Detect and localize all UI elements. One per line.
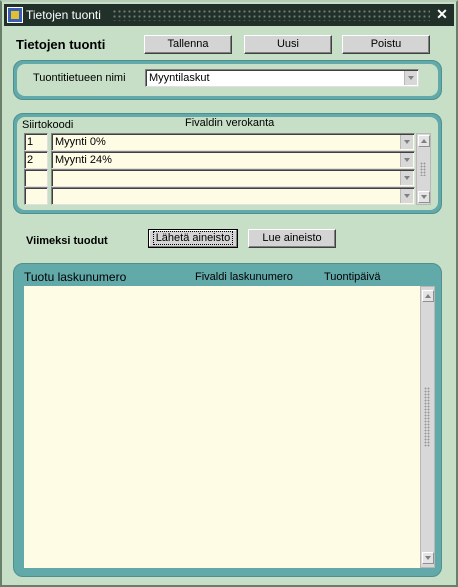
column-header-tax-rate: Fivaldin verokanta: [185, 117, 275, 129]
scroll-down-icon[interactable]: [422, 552, 434, 564]
import-source-label: Tuontitietueen nimi: [33, 72, 126, 84]
chevron-down-icon[interactable]: [400, 135, 413, 149]
send-data-label: Lähetä aineisto: [153, 231, 234, 245]
tax-rate-select[interactable]: [51, 169, 415, 187]
chevron-down-icon[interactable]: [400, 189, 413, 203]
tax-rate-select[interactable]: [51, 187, 415, 205]
import-source-value: Myyntilaskut: [149, 72, 210, 84]
scroll-grip-icon: [420, 162, 426, 176]
read-data-button[interactable]: Lue aineisto: [248, 229, 336, 248]
transfer-code-field[interactable]: 1: [24, 133, 48, 151]
recent-imports-label: Viimeksi tuodut: [26, 235, 108, 247]
new-button[interactable]: Uusi: [244, 35, 332, 54]
column-header-transfer-code: Siirtokoodi: [22, 119, 74, 131]
scroll-grip-icon: [424, 387, 430, 447]
import-source-select[interactable]: [145, 69, 419, 87]
tax-rate-value: Myynti 24%: [55, 154, 112, 166]
app-icon: [7, 7, 23, 23]
page-title: Tietojen tuonti: [16, 37, 106, 52]
scroll-down-icon[interactable]: [418, 191, 430, 203]
close-icon[interactable]: ✕: [436, 6, 448, 22]
column-header-fivaldi-invoice: Fivaldi laskunumero: [195, 271, 293, 283]
tax-rate-select[interactable]: [51, 133, 415, 151]
chevron-down-icon[interactable]: [400, 153, 413, 167]
column-header-imported-invoice: Tuotu laskunumero: [24, 270, 127, 284]
tax-mapping-scrollbar[interactable]: [416, 133, 431, 205]
transfer-code-field[interactable]: 2: [24, 151, 48, 169]
chevron-down-icon[interactable]: [400, 171, 413, 185]
recent-imports-scrollbar[interactable]: [420, 286, 435, 568]
scroll-up-icon[interactable]: [422, 290, 434, 302]
chevron-down-icon[interactable]: [404, 71, 417, 85]
tax-rate-value: Myynti 0%: [55, 136, 106, 148]
scroll-up-icon[interactable]: [418, 135, 430, 147]
transfer-code-field[interactable]: [24, 169, 48, 187]
tax-rate-select[interactable]: [51, 151, 415, 169]
send-data-button[interactable]: [148, 229, 238, 248]
recent-imports-list[interactable]: [24, 286, 420, 568]
window-title: Tietojen tuonti: [26, 8, 101, 22]
column-header-import-date: Tuontipäivä: [324, 271, 381, 283]
exit-button[interactable]: Poistu: [342, 35, 430, 54]
title-bar[interactable]: [4, 4, 454, 26]
save-button[interactable]: Tallenna: [144, 35, 232, 54]
title-bar-pattern: [112, 9, 430, 21]
transfer-code-field[interactable]: [24, 187, 48, 205]
